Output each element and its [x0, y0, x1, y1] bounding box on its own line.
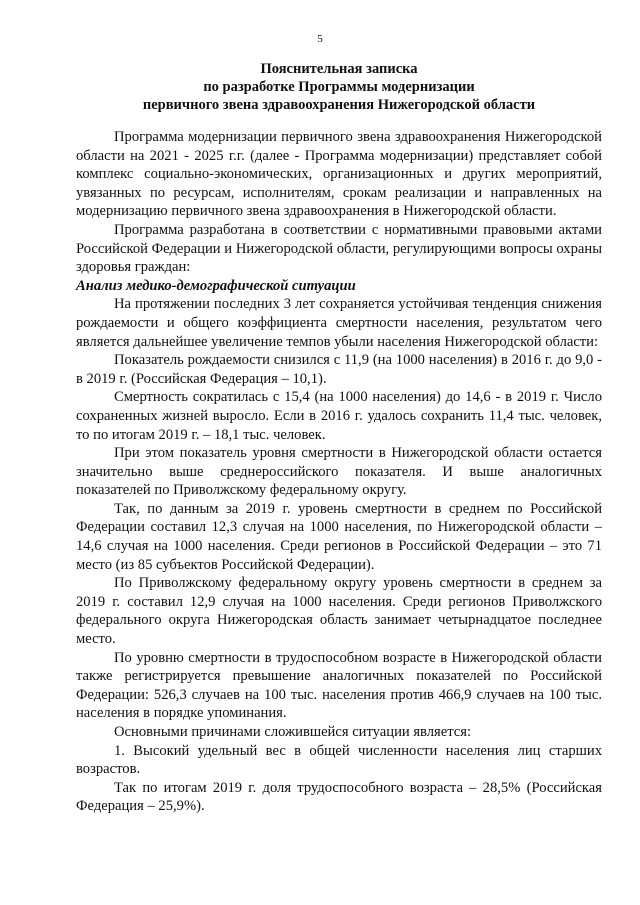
document-body	[76, 128, 602, 816]
title-line-2: по разработке Программы модернизации	[203, 79, 475, 95]
paragraph-legal-basis: Программа разработана в соответствии с нормативными правовыми актами Российской Федерации и Нижегородской области, регулирующими вопросы охраны здоровья граждан:	[76, 221, 602, 276]
paragraph-cause-1: 1. Высокий удельный вес в общей численности населения лиц старших возрастов.	[76, 742, 602, 778]
paragraph-working-age-share: Так по итогам 2019 г. доля трудоспособного возраста – 28,5% (Российская Федерация – 25,9%).	[76, 779, 602, 815]
paragraph-birth-rate: Показатель рождаемости снизился с 11,9 (на 1000 населения) в 2016 г. до 9,0 - в 2019 г. (Российская Федерация – 10,1).	[76, 352, 602, 387]
section-heading: Анализ медико-демографической ситуации	[76, 277, 356, 294]
paragraph-working-age-mortality: По уровню смертности в трудоспособном возрасте в Нижегородской области также регистрируется превышение аналогичных показателей по Российской Федерации: 526,3 случаев на 100 тыс. населения против 466,9 случаев на 100 тыс. населения в порядке упоминания.	[76, 649, 602, 722]
paragraph-mortality-comparison: При этом показатель уровня смертности в Нижегородской области остается значительно выше среднероссийского показателя. И выше аналогичных показателей по Приволжскому федеральному округу.	[76, 445, 602, 499]
paragraph-mortality-2019: Так, по данным за 2019 г. уровень смертности в среднем по Российской Федерации составил 12,3 случая на 1000 населения, по Нижегородской области – 14,6 случая на 1000 населения. Среди регионов в Российской Федерации – это 71 место (из 85 субъектов Российской Федерации).	[76, 500, 602, 573]
document-title	[76, 60, 602, 114]
title-line-1: Пояснительная записка	[260, 61, 418, 77]
page-number: 5	[317, 33, 323, 45]
title-line-3: первичного звена здравоохранения Нижегородской области	[142, 97, 536, 113]
paragraph-program-description: Программа модернизации первичного звена здравоохранения Нижегородской области на 2021 - 2025 г.г. (далее - Программа модернизации) представляет собой комплекс социально-экономических, организационных и других мероприятий, увязанных по ресурсам, исполнителям, срокам реализации и направленных на модернизацию первичного звена здравоохранения в Нижегородской области.	[76, 129, 602, 220]
paragraph-mortality: Смертность сократилась с 15,4 (на 1000 населения) до 14,6 - в 2019 г. Число сохраненных жизней выросло. Если в 2016 г. удалось сохранить 11,4 тыс. человек, то по итогам 2019 г. – 18,1 тыс. человек.	[76, 389, 602, 443]
paragraph-trend: На протяжении последних 3 лет сохраняется устойчивая тенденция снижения рождаемости и общего коэффициента смертности населения, результатом чего является дальнейшее увеличение темпов убыли населения Нижегородской области:	[76, 296, 602, 350]
paragraph-volga-district: По Приволжскому федеральному округу уровень смертности в среднем за 2019 г. составил 12,9 случая на 1000 населения. Среди регионов Приволжского федерального округа Нижегородская область занимает четырнадцатое последнее место.	[76, 575, 602, 648]
paragraph-main-causes: Основными причинами сложившейся ситуации является:	[114, 724, 472, 740]
